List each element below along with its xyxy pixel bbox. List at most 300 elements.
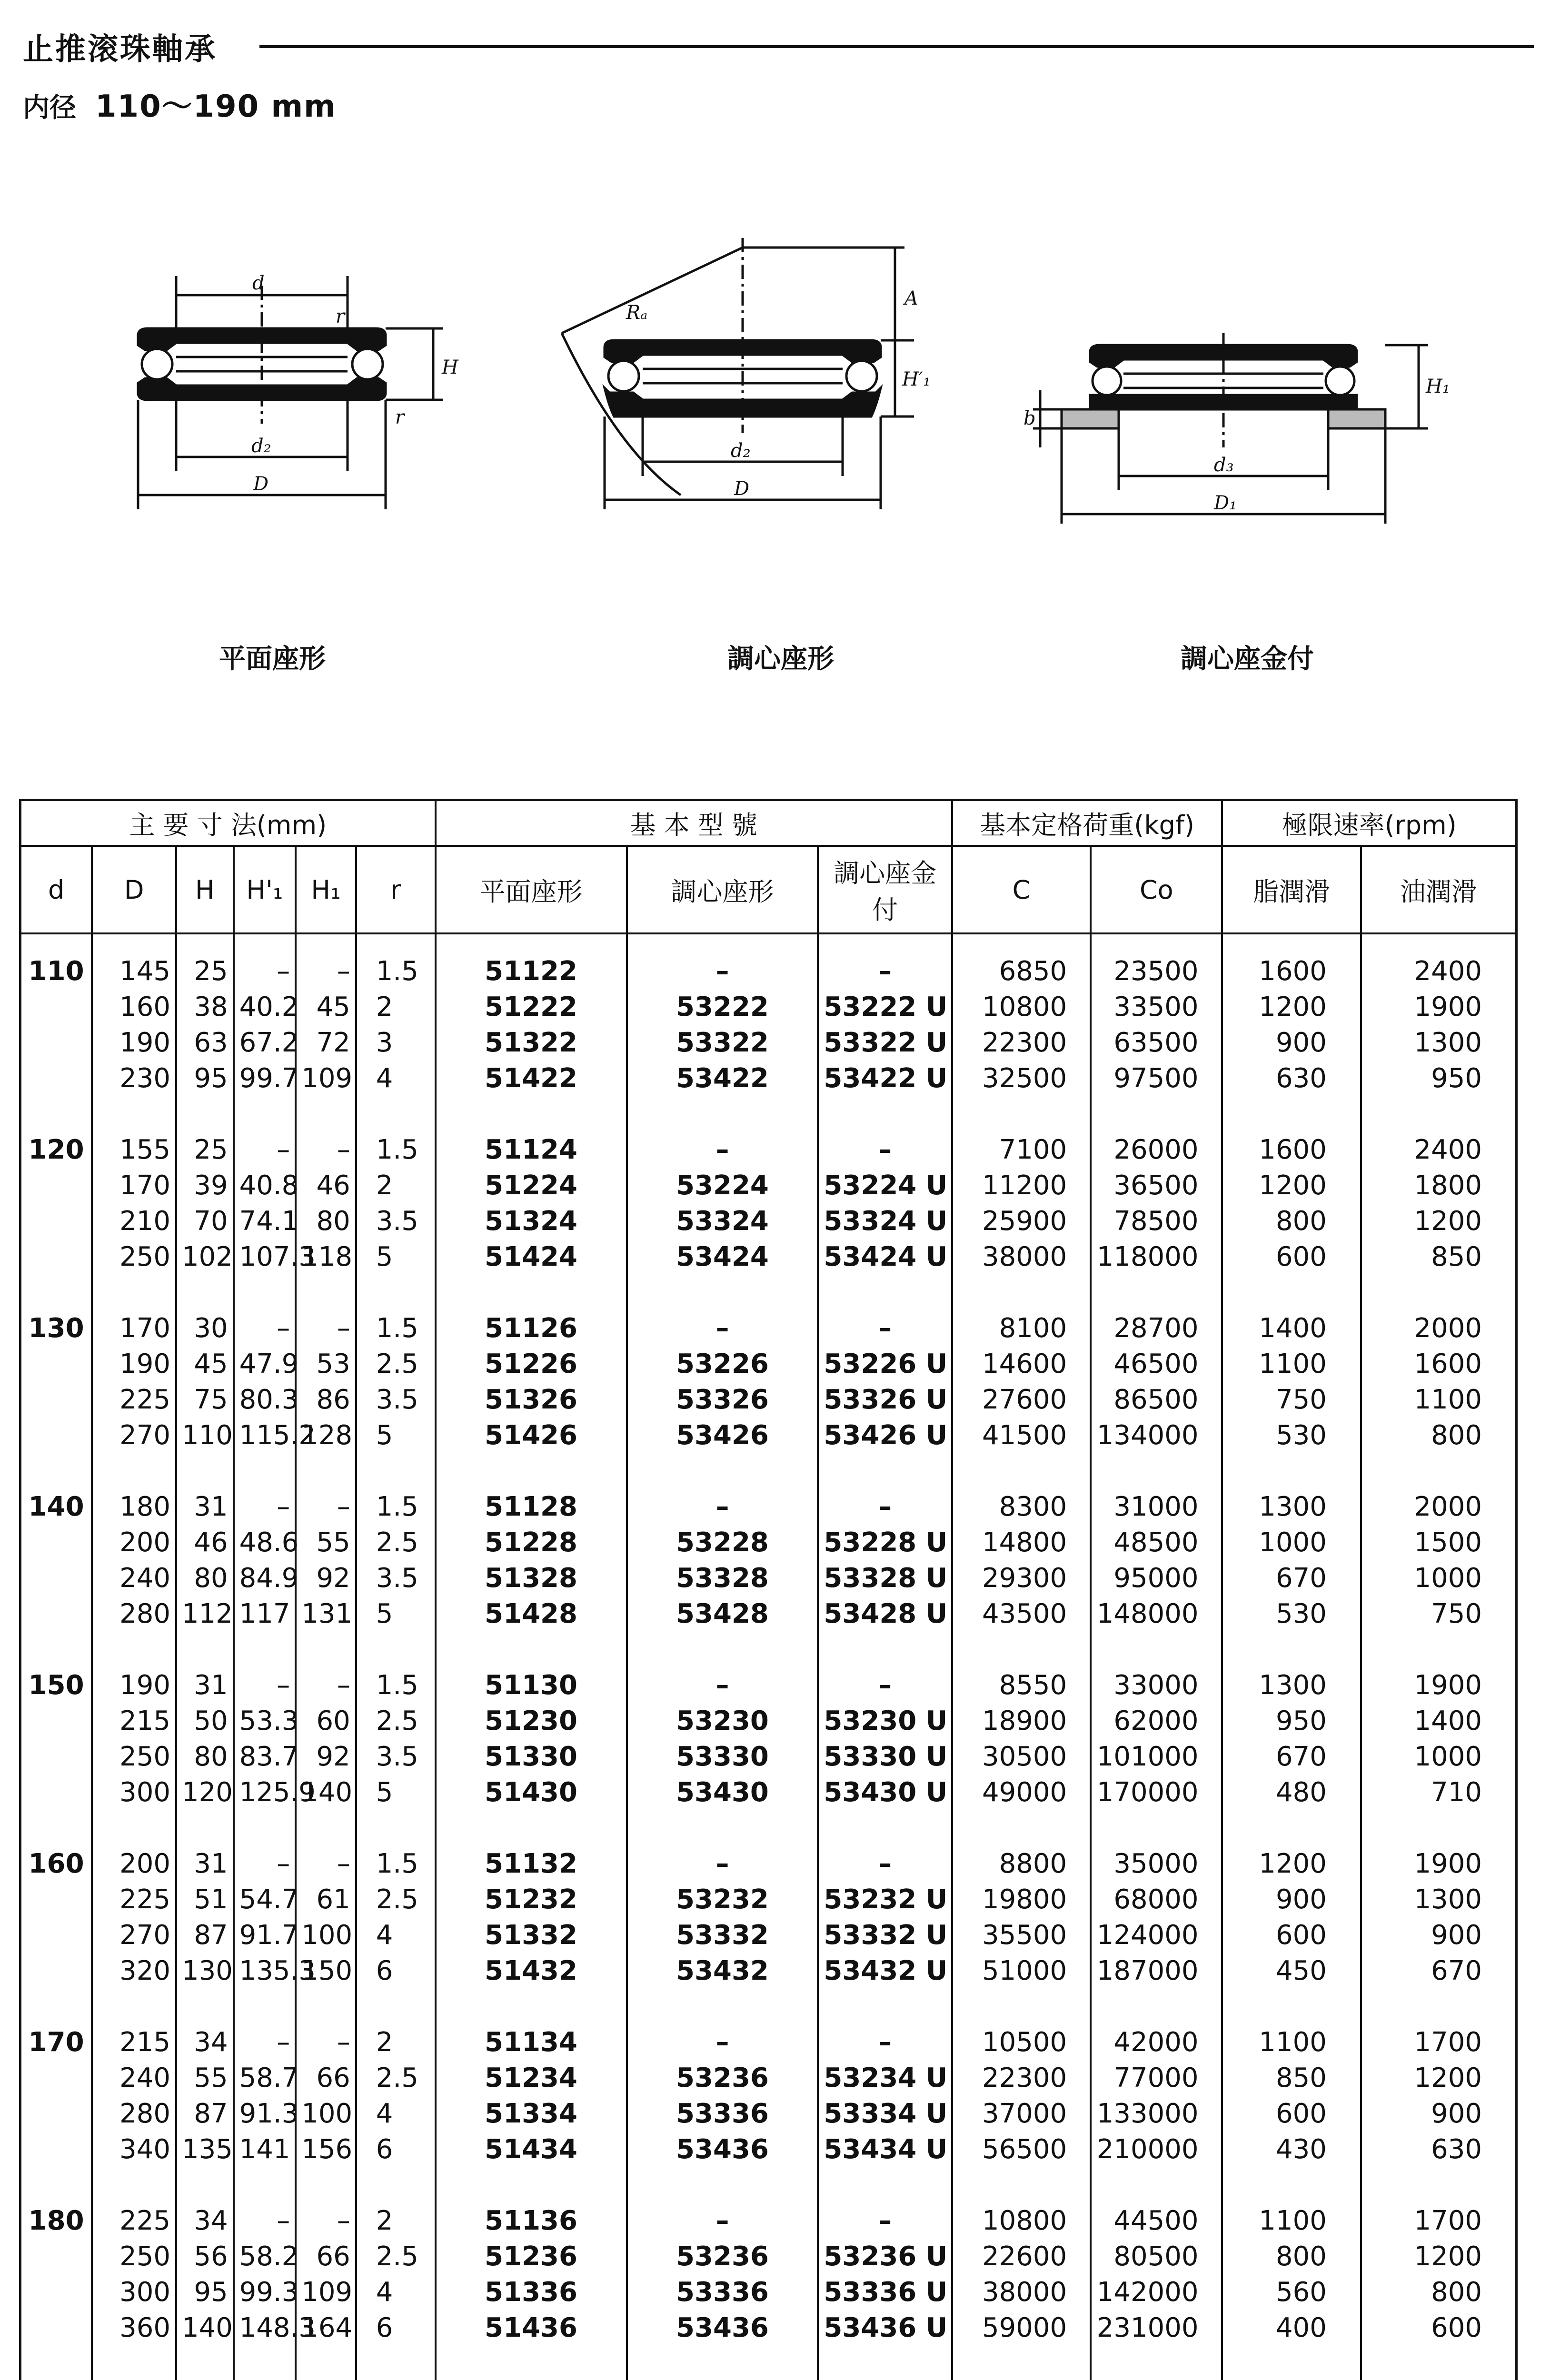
load-Co-cell: 77000: [1091, 2060, 1222, 2096]
model-aligning-washer-cell: 53332 U: [818, 1917, 952, 1953]
load-C-cell: 11200: [952, 1168, 1091, 1203]
model-aligning-washer-cell: 53424 U: [818, 1239, 952, 1275]
outer-diameter-cell: 230: [92, 1061, 176, 1096]
spacer-cell: [818, 1989, 952, 2024]
spacer-cell: [296, 2346, 356, 2380]
height-cell: 135: [176, 2132, 234, 2167]
height-h1-cell: 61: [296, 1882, 356, 1917]
model-flat-seat-cell: 51336: [436, 2274, 627, 2310]
speed-grease-cell: 800: [1222, 1203, 1361, 1239]
speed-grease-cell: 1200: [1222, 1846, 1361, 1882]
spacer-cell: [818, 1453, 952, 1489]
load-Co-cell: 142000: [1091, 2274, 1222, 2310]
height-cell: 95: [176, 2274, 234, 2310]
speed-grease-cell: 800: [1222, 2239, 1361, 2274]
height-h1-prime-cell: –: [234, 2203, 296, 2239]
spacer-cell: [20, 1810, 92, 1846]
flat-seat-drawing: [119, 267, 500, 533]
spacer-cell: [1222, 1632, 1361, 1667]
table-row: [20, 1953, 1517, 1989]
outer-diameter-cell: 210: [92, 1203, 176, 1239]
diagram-flat-seat: [119, 267, 500, 533]
model-aligning-seat-cell: 53432: [627, 1953, 818, 1989]
speed-oil-cell: 1700: [1361, 2203, 1517, 2239]
model-flat-seat-cell: 51424: [436, 1239, 627, 1275]
load-C-cell: 8800: [952, 1846, 1091, 1882]
model-aligning-seat-cell: –: [627, 2203, 818, 2239]
spacer-cell: [952, 2167, 1091, 2203]
load-C-cell: 41500: [952, 1418, 1091, 1453]
model-flat-seat-cell: 51434: [436, 2132, 627, 2167]
speed-grease-cell: 560: [1222, 2274, 1361, 2310]
speed-oil-cell: 630: [1361, 2132, 1517, 2167]
dim-D-label-aligning: D: [734, 478, 750, 500]
spacer-cell: [436, 933, 627, 953]
load-Co-cell: 231000: [1091, 2310, 1222, 2346]
fillet-radius-cell: 3.5: [356, 1203, 436, 1239]
load-C-cell: 27600: [952, 1382, 1091, 1418]
spacer-row: [20, 1810, 1517, 1846]
model-aligning-seat-cell: –: [627, 2024, 818, 2060]
model-flat-seat-cell: 51132: [436, 1846, 627, 1882]
dim-D-label: D: [253, 473, 269, 495]
load-C-cell: 22300: [952, 1025, 1091, 1061]
dim-H1-prime-label: H′₁: [902, 368, 931, 390]
load-Co-cell: 44500: [1091, 2203, 1222, 2239]
height-cell: 31: [176, 1667, 234, 1703]
spacer-cell: [356, 1632, 436, 1667]
spacer-cell: [1222, 1453, 1361, 1489]
speed-grease-cell: 900: [1222, 1882, 1361, 1917]
speed-oil-cell: 1800: [1361, 1168, 1517, 1203]
load-C-cell: 38000: [952, 1239, 1091, 1275]
outer-diameter-cell: 200: [92, 1846, 176, 1882]
height-h1-cell: 86: [296, 1382, 356, 1418]
model-aligning-washer-cell: 53232 U: [818, 1882, 952, 1917]
height-h1-cell: 66: [296, 2060, 356, 2096]
height-cell: 46: [176, 1525, 234, 1560]
dim-d3-label: d₃: [1214, 454, 1234, 476]
model-aligning-seat-cell: 53424: [627, 1239, 818, 1275]
spacer-cell: [1091, 1453, 1222, 1489]
bore-d-cell: [20, 1346, 92, 1382]
group-header-speeds: 極限速率(rpm): [1222, 800, 1516, 846]
load-Co-cell: 62000: [1091, 1703, 1222, 1739]
spacer-cell: [234, 1096, 296, 1132]
model-flat-seat-cell: 51136: [436, 2203, 627, 2239]
model-aligning-seat-cell: –: [627, 1489, 818, 1525]
spacer-cell: [296, 1096, 356, 1132]
height-h1-prime-cell: 48.6: [234, 1525, 296, 1560]
load-C-cell: 8100: [952, 1310, 1091, 1346]
model-aligning-seat-cell: 53224: [627, 1168, 818, 1203]
bore-d-cell: [20, 1882, 92, 1917]
bore-d-cell: [20, 1917, 92, 1953]
spacer-cell: [436, 2346, 627, 2380]
spacer-cell: [92, 1275, 176, 1310]
spacer-cell: [176, 1453, 234, 1489]
height-h1-prime-cell: 148.3: [234, 2310, 296, 2346]
spacer-cell: [356, 1096, 436, 1132]
height-h1-cell: –: [296, 2024, 356, 2060]
load-Co-cell: 86500: [1091, 1382, 1222, 1418]
height-cell: 34: [176, 2203, 234, 2239]
outer-diameter-cell: 280: [92, 2096, 176, 2132]
table-row: [20, 953, 1517, 989]
model-flat-seat-cell: 51430: [436, 1775, 627, 1810]
fillet-radius-cell: 3.5: [356, 1739, 436, 1775]
column-header: 脂潤滑: [1222, 846, 1361, 933]
height-h1-prime-cell: 80.3: [234, 1382, 296, 1418]
model-aligning-seat-cell: 53230: [627, 1703, 818, 1739]
speed-oil-cell: 1500: [1361, 1525, 1517, 1560]
height-h1-cell: 156: [296, 2132, 356, 2167]
height-h1-prime-cell: –: [234, 1132, 296, 1168]
load-C-cell: 14600: [952, 1346, 1091, 1382]
spacer-cell: [92, 2346, 176, 2380]
speed-oil-cell: 1000: [1361, 1560, 1517, 1596]
column-header: 調心座形: [627, 846, 818, 933]
model-aligning-washer-cell: 53224 U: [818, 1168, 952, 1203]
model-aligning-seat-cell: 53428: [627, 1596, 818, 1632]
spacer-cell: [92, 1989, 176, 2024]
model-flat-seat-cell: 51428: [436, 1596, 627, 1632]
outer-diameter-cell: 170: [92, 1168, 176, 1203]
document-title: 止推滚珠軸承: [23, 32, 217, 67]
speed-grease-cell: 1600: [1222, 1132, 1361, 1168]
model-flat-seat-cell: 51126: [436, 1310, 627, 1346]
column-header: Co: [1091, 846, 1222, 933]
model-aligning-seat-cell: 53336: [627, 2274, 818, 2310]
outer-diameter-cell: 225: [92, 1882, 176, 1917]
outer-diameter-cell: 320: [92, 1953, 176, 1989]
spacer-cell: [1361, 933, 1517, 953]
table-row: [20, 989, 1517, 1025]
height-h1-prime-cell: –: [234, 1310, 296, 1346]
height-h1-prime-cell: –: [234, 1846, 296, 1882]
speed-oil-cell: 1400: [1361, 1703, 1517, 1739]
model-flat-seat-cell: 51328: [436, 1560, 627, 1596]
bore-d-cell: [20, 1560, 92, 1596]
bore-d-cell: [20, 2274, 92, 2310]
height-h1-prime-cell: 135.3: [234, 1953, 296, 1989]
speed-grease-cell: 670: [1222, 1560, 1361, 1596]
load-C-cell: 51000: [952, 1953, 1091, 1989]
spacer-row: [20, 1275, 1517, 1310]
speed-grease-cell: 1300: [1222, 1489, 1361, 1525]
fillet-radius-cell: 3.5: [356, 1382, 436, 1418]
speed-grease-cell: 1400: [1222, 1310, 1361, 1346]
model-aligning-washer-cell: 53334 U: [818, 2096, 952, 2132]
bore-d-cell: [20, 2310, 92, 2346]
height-cell: 80: [176, 1739, 234, 1775]
caption-aligning-washer: 調心座金付: [1181, 644, 1314, 674]
height-cell: 120: [176, 1775, 234, 1810]
spacer-cell: [1091, 2167, 1222, 2203]
spacer-row: [20, 1989, 1517, 2024]
model-aligning-washer-cell: 53336 U: [818, 2274, 952, 2310]
height-cell: 87: [176, 2096, 234, 2132]
model-aligning-washer-cell: –: [818, 1132, 952, 1168]
height-h1-cell: 131: [296, 1596, 356, 1632]
load-C-cell: 30500: [952, 1739, 1091, 1775]
speed-oil-cell: 1000: [1361, 1739, 1517, 1775]
speed-oil-cell: 1200: [1361, 1203, 1517, 1239]
height-h1-prime-cell: 115.2: [234, 1418, 296, 1453]
speed-grease-cell: 1600: [1222, 953, 1361, 989]
speed-grease-cell: 630: [1222, 1061, 1361, 1096]
spacer-cell: [176, 1810, 234, 1846]
load-C-cell: 10500: [952, 2024, 1091, 2060]
bore-range-line: [23, 82, 337, 126]
height-h1-cell: 140: [296, 1775, 356, 1810]
load-C-cell: 8550: [952, 1667, 1091, 1703]
height-h1-prime-cell: –: [234, 2024, 296, 2060]
table-row: [20, 1775, 1517, 1810]
load-C-cell: 10800: [952, 2203, 1091, 2239]
height-h1-prime-cell: 117: [234, 1596, 296, 1632]
spacer-cell: [296, 1275, 356, 1310]
load-C-cell: 37000: [952, 2096, 1091, 2132]
speed-grease-cell: 480: [1222, 1775, 1361, 1810]
speed-grease-cell: 670: [1222, 1739, 1361, 1775]
spacer-cell: [1361, 1275, 1517, 1310]
model-flat-seat-cell: 51122: [436, 953, 627, 989]
fillet-radius-cell: 4: [356, 2096, 436, 2132]
outer-diameter-cell: 270: [92, 1917, 176, 1953]
spacer-cell: [1222, 2167, 1361, 2203]
spacer-cell: [176, 1096, 234, 1132]
table-row: [20, 1239, 1517, 1275]
model-aligning-seat-cell: 53226: [627, 1346, 818, 1382]
spacer-cell: [952, 2346, 1091, 2380]
model-aligning-washer-cell: –: [818, 1489, 952, 1525]
spacer-cell: [296, 2167, 356, 2203]
model-aligning-washer-cell: –: [818, 1667, 952, 1703]
spacer-cell: [234, 1810, 296, 1846]
load-Co-cell: 210000: [1091, 2132, 1222, 2167]
speed-oil-cell: 1200: [1361, 2239, 1517, 2274]
load-Co-cell: 133000: [1091, 2096, 1222, 2132]
load-Co-cell: 124000: [1091, 1917, 1222, 1953]
model-aligning-washer-cell: 53234 U: [818, 2060, 952, 2096]
speed-grease-cell: 530: [1222, 1596, 1361, 1632]
speed-grease-cell: 850: [1222, 2060, 1361, 2096]
spacer-cell: [818, 1096, 952, 1132]
height-h1-prime-cell: 53.3: [234, 1703, 296, 1739]
load-Co-cell: 78500: [1091, 1203, 1222, 1239]
height-h1-cell: –: [296, 2203, 356, 2239]
model-aligning-washer-cell: 53328 U: [818, 1560, 952, 1596]
model-aligning-seat-cell: 53232: [627, 1882, 818, 1917]
speed-grease-cell: 1100: [1222, 1346, 1361, 1382]
fillet-radius-cell: 5: [356, 1596, 436, 1632]
dim-H1-label: H₁: [1426, 376, 1450, 397]
spacer-row: [20, 2167, 1517, 2203]
bore-d-cell: [20, 1382, 92, 1418]
speed-oil-cell: 1200: [1361, 2060, 1517, 2096]
speed-oil-cell: 1100: [1361, 1382, 1517, 1418]
fillet-radius-cell: 1.5: [356, 1132, 436, 1168]
table-row: [20, 2203, 1517, 2239]
load-C-cell: 6850: [952, 953, 1091, 989]
model-aligning-seat-cell: 53236: [627, 2060, 818, 2096]
load-Co-cell: 170000: [1091, 1775, 1222, 1810]
spacer-cell: [356, 1989, 436, 2024]
table-row: [20, 1168, 1517, 1203]
dim-Ra-label: Rₐ: [626, 302, 648, 324]
spacer-cell: [1222, 1810, 1361, 1846]
speed-oil-cell: 950: [1361, 1061, 1517, 1096]
speed-grease-cell: 430: [1222, 2132, 1361, 2167]
table-row: [20, 1418, 1517, 1453]
spacer-cell: [436, 1632, 627, 1667]
aligning-washer-drawing: [1023, 333, 1452, 533]
speed-oil-cell: 850: [1361, 1239, 1517, 1275]
height-h1-prime-cell: 47.9: [234, 1346, 296, 1382]
bore-d-cell: [20, 2239, 92, 2274]
speed-oil-cell: 900: [1361, 1917, 1517, 1953]
model-flat-seat-cell: 51130: [436, 1667, 627, 1703]
model-aligning-washer-cell: 53426 U: [818, 1418, 952, 1453]
speed-grease-cell: 1200: [1222, 1168, 1361, 1203]
load-C-cell: 32500: [952, 1061, 1091, 1096]
spacer-cell: [176, 1989, 234, 2024]
height-h1-prime-cell: –: [234, 1489, 296, 1525]
model-flat-seat-cell: 51326: [436, 1382, 627, 1418]
model-flat-seat-cell: 51224: [436, 1168, 627, 1203]
fillet-radius-cell: 5: [356, 1418, 436, 1453]
outer-diameter-cell: 180: [92, 1489, 176, 1525]
load-C-cell: 22300: [952, 2060, 1091, 2096]
load-C-cell: 14800: [952, 1525, 1091, 1560]
height-h1-cell: –: [296, 1489, 356, 1525]
model-flat-seat-cell: 51334: [436, 2096, 627, 2132]
spacer-cell: [818, 2167, 952, 2203]
load-C-cell: 19800: [952, 1882, 1091, 1917]
diagram-aligning-seat: [543, 228, 971, 533]
height-cell: 55: [176, 2060, 234, 2096]
model-aligning-washer-cell: –: [818, 1310, 952, 1346]
model-aligning-seat-cell: 53322: [627, 1025, 818, 1061]
model-aligning-seat-cell: 53422: [627, 1061, 818, 1096]
height-cell: 63: [176, 1025, 234, 1061]
model-flat-seat-cell: 51332: [436, 1917, 627, 1953]
model-flat-seat-cell: 51228: [436, 1525, 627, 1560]
speed-grease-cell: 600: [1222, 2096, 1361, 2132]
height-h1-prime-cell: 91.3: [234, 2096, 296, 2132]
bore-d-cell: 170: [20, 2024, 92, 2060]
model-flat-seat-cell: 51330: [436, 1739, 627, 1775]
fillet-radius-cell: 2.5: [356, 1525, 436, 1560]
bore-d-cell: [20, 1061, 92, 1096]
fillet-radius-cell: 3: [356, 1025, 436, 1061]
speed-oil-cell: 750: [1361, 1596, 1517, 1632]
bore-d-cell: [20, 1168, 92, 1203]
spacer-cell: [627, 1632, 818, 1667]
height-h1-prime-cell: 99.3: [234, 2274, 296, 2310]
spacer-cell: [20, 2346, 92, 2380]
speed-grease-cell: 1100: [1222, 2024, 1361, 2060]
table-row: [20, 1846, 1517, 1882]
fillet-radius-cell: 2.5: [356, 1703, 436, 1739]
fillet-radius-cell: 1.5: [356, 1310, 436, 1346]
load-C-cell: 10800: [952, 989, 1091, 1025]
model-flat-seat-cell: 51124: [436, 1132, 627, 1168]
spacer-cell: [234, 933, 296, 953]
speed-grease-cell: 1100: [1222, 2203, 1361, 2239]
height-h1-prime-cell: 58.2: [234, 2239, 296, 2274]
model-aligning-washer-cell: 53428 U: [818, 1596, 952, 1632]
height-h1-cell: 55: [296, 1525, 356, 1560]
fillet-radius-cell: 4: [356, 2274, 436, 2310]
load-C-cell: 29300: [952, 1560, 1091, 1596]
fillet-radius-cell: 4: [356, 1061, 436, 1096]
spacer-cell: [627, 2346, 818, 2380]
model-aligning-washer-cell: 53230 U: [818, 1703, 952, 1739]
spacer-cell: [436, 1096, 627, 1132]
height-h1-prime-cell: 40.2: [234, 989, 296, 1025]
spacer-cell: [20, 2167, 92, 2203]
spacer-cell: [1361, 2167, 1517, 2203]
height-cell: 45: [176, 1346, 234, 1382]
height-h1-cell: 53: [296, 1346, 356, 1382]
table-row: [20, 1739, 1517, 1775]
height-h1-cell: 66: [296, 2239, 356, 2274]
bore-range: 110～190 mm: [95, 89, 337, 124]
spacer-cell: [818, 1632, 952, 1667]
spacer-cell: [627, 1275, 818, 1310]
dim-d2-label: d₂: [251, 435, 271, 457]
height-cell: 75: [176, 1382, 234, 1418]
model-aligning-washer-cell: 53322 U: [818, 1025, 952, 1061]
load-Co-cell: 97500: [1091, 1061, 1222, 1096]
height-h1-cell: 128: [296, 1418, 356, 1453]
spacer-cell: [818, 1275, 952, 1310]
load-C-cell: 35500: [952, 1917, 1091, 1953]
speed-grease-cell: 1300: [1222, 1667, 1361, 1703]
spacer-cell: [234, 1632, 296, 1667]
table-row: [20, 1061, 1517, 1096]
speed-oil-cell: 2000: [1361, 1310, 1517, 1346]
spacer-cell: [296, 933, 356, 953]
fillet-radius-cell: 2.5: [356, 2060, 436, 2096]
load-Co-cell: 63500: [1091, 1025, 1222, 1061]
model-aligning-washer-cell: –: [818, 2203, 952, 2239]
model-aligning-seat-cell: –: [627, 1132, 818, 1168]
load-C-cell: 59000: [952, 2310, 1091, 2346]
spacer-cell: [176, 1275, 234, 1310]
load-C-cell: 8300: [952, 1489, 1091, 1525]
spacer-cell: [627, 1989, 818, 2024]
spacer-cell: [952, 1275, 1091, 1310]
column-header: 油潤滑: [1361, 846, 1517, 933]
spacer-cell: [20, 1453, 92, 1489]
dim-d2-label-aligning: d₂: [731, 440, 751, 462]
spacer-cell: [234, 1453, 296, 1489]
outer-diameter-cell: 190: [92, 1667, 176, 1703]
load-Co-cell: 42000: [1091, 2024, 1222, 2060]
spacer-cell: [627, 1810, 818, 1846]
model-aligning-washer-cell: 53324 U: [818, 1203, 952, 1239]
height-h1-prime-cell: 107.3: [234, 1239, 296, 1275]
speed-oil-cell: 1900: [1361, 989, 1517, 1025]
column-header: r: [356, 846, 436, 933]
table-row: [20, 1596, 1517, 1632]
height-cell: 87: [176, 1917, 234, 1953]
bore-d-cell: [20, 1703, 92, 1739]
model-flat-seat-cell: 51236: [436, 2239, 627, 2274]
